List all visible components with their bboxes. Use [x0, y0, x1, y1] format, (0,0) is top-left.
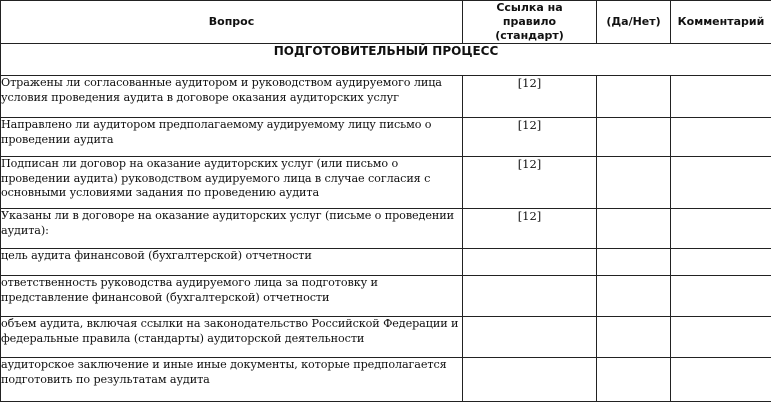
question-cell: Указаны ли в договоре на оказание аудиторских услуг (письме о проведении аудита): — [1, 209, 463, 249]
question-cell: Отражены ли согласованные аудитором и руководством аудируемого лица условия проведения аудита в договоре оказания аудиторских услуг — [1, 76, 463, 118]
table-row — [1, 249, 771, 276]
section-title: ПОДГОТОВИТЕЛЬНЫЙ ПРОЦЕСС — [1, 44, 771, 76]
answer-cell[interactable] — [597, 209, 671, 249]
comment-cell[interactable] — [671, 249, 771, 276]
reference-cell: [12] — [463, 118, 597, 157]
answer-cell[interactable] — [597, 317, 671, 358]
answer-cell[interactable] — [597, 76, 671, 118]
reference-cell: [12] — [463, 209, 597, 249]
answer-cell[interactable] — [597, 249, 671, 276]
table-row — [1, 317, 771, 358]
header-question: Вопрос — [1, 1, 463, 44]
answer-cell[interactable] — [597, 276, 671, 317]
question-cell: ответственность руководства аудируемого лица за подготовку и представление финансовой (бухгалтерской) отчетности — [1, 276, 463, 317]
comment-cell[interactable] — [671, 276, 771, 317]
header-row — [1, 1, 771, 44]
section-row — [1, 44, 771, 76]
question-cell: аудиторское заключение и иные иные документы, которые предполагается подготовить по результатам аудита — [1, 358, 463, 402]
table-row — [1, 157, 771, 209]
question-cell: объем аудита, включая ссылки на законодательство Российской Федерации и федеральные правила (стандарты) аудиторской деятельности — [1, 317, 463, 358]
comment-cell[interactable] — [671, 317, 771, 358]
comment-cell[interactable] — [671, 358, 771, 402]
table-row — [1, 118, 771, 157]
reference-cell — [463, 317, 597, 358]
answer-cell[interactable] — [597, 118, 671, 157]
question-cell: Направлено ли аудитором предполагаемому аудируемому лицу письмо о проведении аудита — [1, 118, 463, 157]
question-cell: цель аудита финансовой (бухгалтерской) отчетности — [1, 249, 463, 276]
comment-cell[interactable] — [671, 157, 771, 209]
reference-cell: [12] — [463, 76, 597, 118]
reference-cell — [463, 276, 597, 317]
header-yes-no: (Да/Нет) — [597, 1, 671, 44]
reference-cell — [463, 358, 597, 402]
header-reference: Ссылка на правило (стандарт) — [463, 1, 597, 44]
header-comment: Комментарий — [671, 1, 771, 44]
reference-cell — [463, 249, 597, 276]
comment-cell[interactable] — [671, 118, 771, 157]
table-row — [1, 76, 771, 118]
answer-cell[interactable] — [597, 157, 671, 209]
table-row — [1, 358, 771, 402]
table-row — [1, 209, 771, 249]
comment-cell[interactable] — [671, 209, 771, 249]
answer-cell[interactable] — [597, 358, 671, 402]
comment-cell[interactable] — [671, 76, 771, 118]
table-row — [1, 276, 771, 317]
reference-cell: [12] — [463, 157, 597, 209]
question-cell: Подписан ли договор на оказание аудиторских услуг (или письмо о проведении аудита) руководством аудируемого лица в случае согласия с основными условиями задания по проведению аудита — [1, 157, 463, 209]
